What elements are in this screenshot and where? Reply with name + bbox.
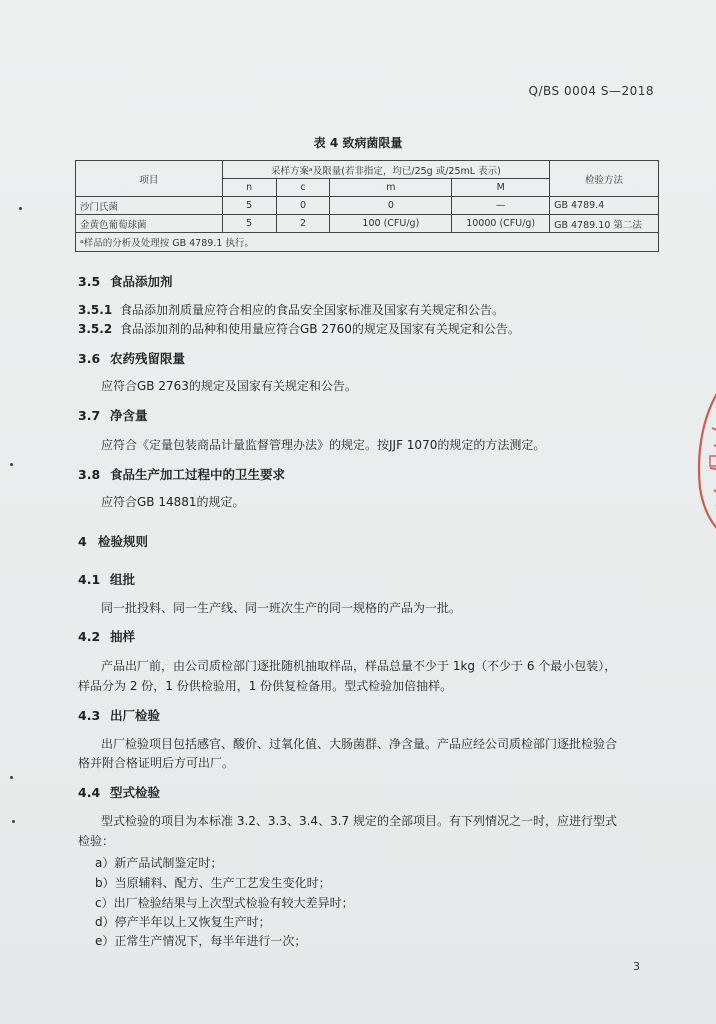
- section-heading-4-2: 4.2 抽样: [78, 629, 136, 644]
- binding-mark: [19, 207, 22, 210]
- header-method: 检验方法: [550, 161, 659, 197]
- row-n: 5: [222, 197, 276, 215]
- list-item: d）停产半年以上又恢复生产时；: [95, 915, 271, 929]
- binding-mark: [10, 776, 13, 779]
- section-heading-4-1: 4.1 组批: [78, 572, 136, 587]
- row-n: 5: [222, 215, 276, 233]
- row-m-lower: 100 (CFU/g): [330, 215, 452, 233]
- section-heading-3-8: 3.8 食品生产加工过程中的卫生要求: [78, 467, 286, 482]
- section-heading-3-6: 3.6 农药残留限量: [78, 351, 186, 366]
- section-heading-4-4: 4.4 型式检验: [78, 785, 161, 800]
- row-m-upper: 10000 (CFU/g): [452, 215, 550, 233]
- section-heading-3-5: 3.5 食品添加剂: [78, 274, 173, 289]
- section-3-6-text: 应符合GB 2763的规定及国家有关规定和公告。: [101, 379, 357, 393]
- section-4-3-text-1: 出厂检验项目包括感官、酸价、过氧化值、大肠菌群、净含量。产品应经公司质检部门逐批检验合: [101, 737, 618, 751]
- section-3-8-text: 应符合GB 14881的规定。: [101, 495, 245, 509]
- header-item: 项目: [76, 161, 223, 197]
- section-4-4-text-2: 检验：: [78, 834, 115, 848]
- table-row: [76, 215, 659, 233]
- list-item: e）正常生产情况下，每半年进行一次；: [95, 934, 307, 948]
- page-number: 3: [633, 960, 640, 973]
- partial-seal-stamp: [686, 378, 716, 538]
- row-m-lower: 0: [330, 197, 452, 215]
- table-footnote: ᵃ样品的分析及处理按 GB 4789.1 执行。: [76, 233, 659, 252]
- subheader-n: n: [222, 179, 276, 197]
- subheader-m-upper: M: [452, 179, 550, 197]
- section-heading-3-7: 3.7 净含量: [78, 408, 148, 423]
- section-4-3-text-2: 格并附合格证明后方可出厂。: [78, 756, 235, 770]
- clause-3-5-1: 3.5.1 食品添加剂质量应符合相应的食品安全国家标准及国家有关规定和公告。: [78, 303, 505, 317]
- subheader-c: c: [276, 179, 330, 197]
- section-4-2-text-2: 样品分为 2 份，1 份供检验用，1 份供复检备用。型式检验加倍抽样。: [78, 679, 453, 693]
- row-m-upper: —: [452, 197, 550, 215]
- table-note-row: [76, 233, 659, 252]
- list-item: a）新产品试制鉴定时；: [95, 856, 223, 870]
- header-sampling-plan: 采样方案ᵃ及限量(若非指定，均已/25g 或/25mL 表示): [222, 161, 549, 179]
- row-c: 0: [276, 197, 330, 215]
- row-item: 金黄色葡萄球菌: [76, 215, 223, 233]
- binding-mark: [12, 820, 15, 823]
- row-method: GB 4789.10 第二法: [550, 215, 659, 233]
- section-4-4-text-1: 型式检验的项目为本标准 3.2、3.3、3.4、3.7 规定的全部项目。有下列情况之一时，应进行型式: [101, 814, 617, 828]
- section-heading-4-3: 4.3 出厂检验: [78, 708, 161, 723]
- table-row: [76, 197, 659, 215]
- chapter-heading-4: 4 检验规则: [78, 534, 149, 549]
- pathogen-limit-table: [75, 160, 659, 252]
- section-4-2-text-1: 产品出厂前，由公司质检部门逐批随机抽取样品，样品总量不少于 1kg（不少于 6 个最小包装），: [101, 659, 617, 673]
- list-item: b）当原辅料、配方、生产工艺发生变化时；: [95, 876, 331, 890]
- section-4-1-text: 同一批投料、同一生产线、同一班次生产的同一规格的产品为一批。: [101, 601, 462, 615]
- subheader-m-lower: m: [330, 179, 452, 197]
- table-header-row: [76, 161, 659, 179]
- list-item: c）出厂检验结果与上次型式检验有较大差异时；: [95, 896, 354, 910]
- row-c: 2: [276, 215, 330, 233]
- document-code: Q/BS 0004 S—2018: [528, 84, 654, 98]
- binding-mark: [10, 463, 13, 466]
- clause-3-5-2: 3.5.2 食品添加剂的品种和使用量应符合GB 2760的规定及国家有关规定和公告。: [78, 322, 520, 336]
- section-3-7-text: 应符合《定量包装商品计量监督管理办法》的规定。按JJF 1070的规定的方法测定。: [101, 438, 546, 452]
- table-title: 表 4 致病菌限量: [313, 136, 403, 150]
- row-item: 沙门氏菌: [76, 197, 223, 215]
- row-method: GB 4789.4: [550, 197, 659, 215]
